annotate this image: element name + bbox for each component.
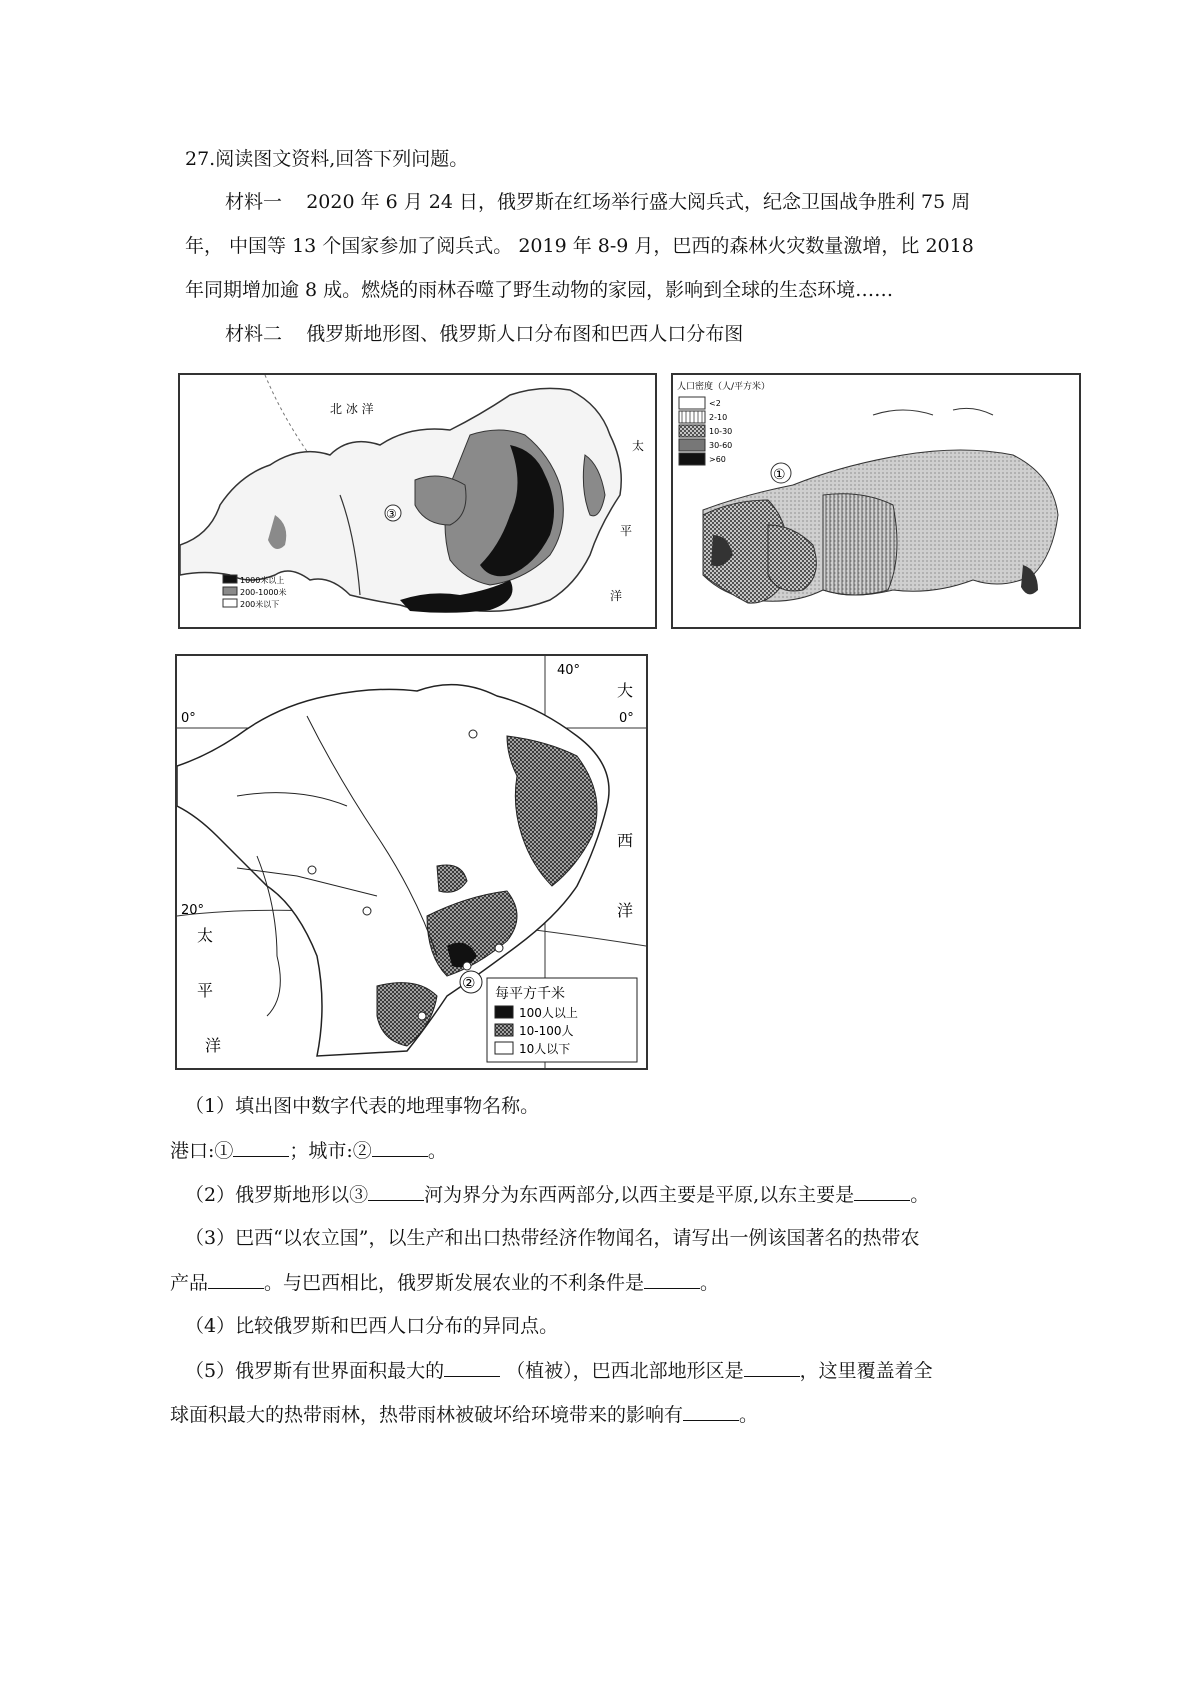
material-two-label: 材料二 — [225, 323, 283, 345]
pacific-brazil-label-1: 太 — [197, 926, 214, 945]
pop-legend-4: 30-60 — [709, 441, 733, 450]
q3-part-b: 。与巴西相比，俄罗斯发展农业的不利条件是 — [264, 1272, 645, 1294]
brazil-legend-1: 100人以上 — [519, 1006, 578, 1020]
question-3-line2 — [170, 1268, 719, 1297]
pacific-label-1: 太 — [632, 439, 645, 453]
brazil-population-map — [175, 654, 648, 1070]
material-one-text1: 2020 年 6 月 24 日，俄罗斯在红场举行盛大阅兵式，纪念卫国战争胜利 75 周 — [306, 191, 971, 213]
q1-mid: ；城市:② — [289, 1140, 372, 1162]
material-one-label: 材料一 — [225, 191, 283, 213]
material-two-line — [225, 320, 743, 348]
pacific-brazil-label-2: 平 — [197, 981, 214, 1000]
question-1-answers — [170, 1136, 447, 1165]
material-one-line2: 年， 中国等 13 个国家参加了阅兵式。 2019 年 8-9 月，巴西的森林火灾数量激增，比 2018 — [185, 235, 974, 257]
q5-end: 。 — [739, 1404, 759, 1426]
q1-end: 。 — [427, 1140, 447, 1162]
q5-blank-vegetation[interactable] — [444, 1356, 500, 1377]
brazil-legend-3: 10人以下 — [519, 1042, 571, 1056]
brazil-legend-2: 10-100人 — [519, 1024, 574, 1038]
legend-high: 1000米以上 — [240, 576, 285, 585]
russia-terrain-map — [178, 373, 657, 629]
q3-part-a: 产品 — [170, 1272, 209, 1294]
legend-mid: 200-1000米 — [240, 588, 287, 597]
q2-part-b: 河为界分为东西两部分,以西主要是平原,以东主要是 — [424, 1184, 855, 1206]
q1-blank-port[interactable] — [233, 1136, 289, 1157]
q5-blank-impact[interactable] — [683, 1400, 739, 1421]
question-5-line1 — [185, 1356, 933, 1385]
atlantic-label-3: 洋 — [617, 901, 634, 920]
arctic-ocean-label: 北 冰 洋 — [330, 402, 374, 416]
q3-blank-product[interactable] — [208, 1268, 264, 1289]
question-title: 27.阅读图文资料,回答下列问题。 — [185, 148, 469, 170]
q5-part-b: （植被），巴西北部地形区是 — [506, 1360, 744, 1382]
question-5-line2 — [170, 1400, 758, 1429]
question-2 — [185, 1180, 929, 1209]
q5-line2-text: 球面积最大的热带雨林，热带雨林被破坏给环境带来的影响有 — [170, 1404, 684, 1426]
population-legend-title: 人口密度（人/平方米） — [677, 382, 771, 392]
q2-part-a: （2）俄罗斯地形以③ — [185, 1184, 369, 1206]
legend-low: 200米以下 — [240, 600, 280, 609]
brazil-legend-title: 每平方千米 — [495, 986, 565, 1002]
lat-0-right-label: 0° — [619, 711, 634, 726]
q2-end: 。 — [910, 1184, 930, 1206]
lat-0-left-label: 0° — [181, 711, 196, 726]
pacific-brazil-label-3: 洋 — [205, 1036, 222, 1055]
pop-legend-3: 10-30 — [709, 427, 733, 436]
pop-legend-5: >60 — [709, 455, 726, 464]
pop-legend-2: 2-10 — [709, 413, 728, 422]
q3-end: 。 — [700, 1272, 720, 1294]
pop-legend-1: <2 — [709, 399, 721, 408]
marker-two: ② — [462, 974, 476, 992]
q1-blank-city[interactable] — [372, 1136, 428, 1157]
q3-blank-condition[interactable] — [644, 1268, 700, 1289]
pacific-label-2: 平 — [620, 524, 633, 538]
q5-part-c: ，这里覆盖着全 — [799, 1360, 933, 1382]
question-3-line1: （3）巴西“以农立国”，以生产和出口热带经济作物闻名，请写出一例该国著名的热带农 — [185, 1227, 920, 1249]
marker-one: ① — [773, 467, 786, 483]
q5-blank-region[interactable] — [744, 1356, 800, 1377]
lat-20-label: 20° — [181, 903, 205, 918]
pacific-label-3: 洋 — [610, 589, 623, 603]
atlantic-label-2: 西 — [617, 831, 634, 850]
material-one-line1 — [225, 188, 970, 216]
brazil-legend — [487, 978, 637, 1062]
lon-40-label: 40° — [557, 663, 581, 678]
q2-blank-river[interactable] — [368, 1180, 424, 1201]
russia-population-map — [671, 373, 1081, 629]
material-two-text: 俄罗斯地形图、俄罗斯人口分布图和巴西人口分布图 — [306, 323, 744, 345]
terrain-legend — [223, 575, 287, 609]
material-one-line3: 年同期增加逾 8 成。燃烧的雨林吞噬了野生动物的家园，影响到全球的生态环境…… — [185, 279, 894, 301]
atlantic-label-1: 大 — [617, 681, 634, 700]
question-4: （4）比较俄罗斯和巴西人口分布的异同点。 — [185, 1315, 559, 1337]
q2-blank-terrain[interactable] — [854, 1180, 910, 1201]
marker-three: ③ — [386, 507, 397, 521]
question-1: （1）填出图中数字代表的地理事物名称。 — [185, 1095, 540, 1117]
q5-part-a: （5）俄罗斯有世界面积最大的 — [185, 1360, 445, 1382]
q1-prefix: 港口:① — [170, 1140, 234, 1162]
